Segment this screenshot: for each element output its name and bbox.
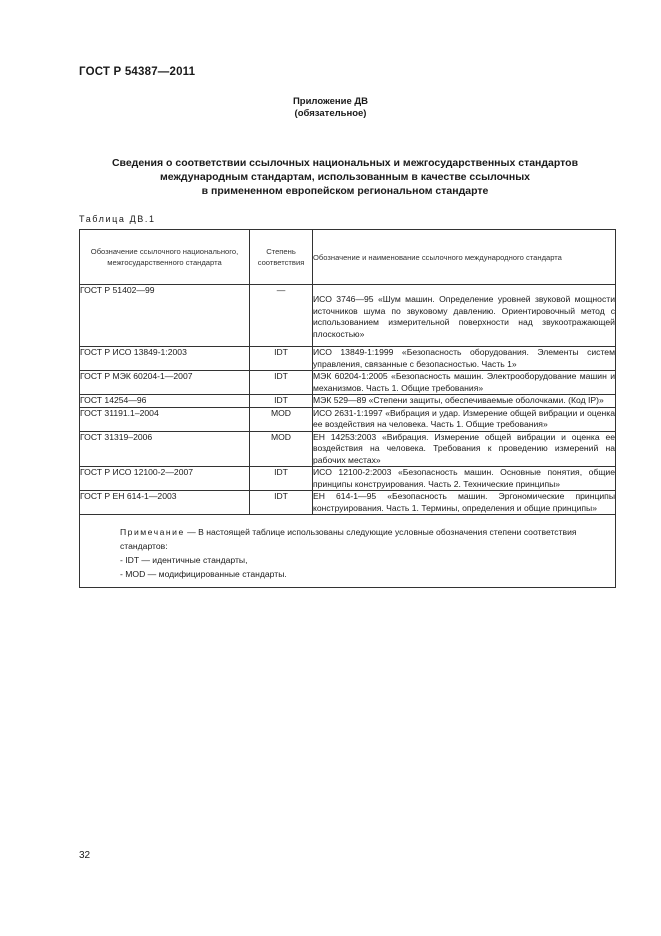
cell-degree: — [250,285,313,347]
table-row [80,491,616,515]
cell-national: ГОСТ Р ЕН 614-1—2003 [80,491,250,515]
cell-degree: IDT [250,395,313,408]
heading-line-1: Сведения о соответствии ссылочных национальных и межгосударственных стандартов [111,157,579,169]
appendix-title: Приложение ДВ [292,96,369,107]
section-heading [80,156,610,198]
cell-national: ГОСТ Р ИСО 12100-2—2007 [80,467,250,491]
table-header-row [80,230,616,285]
heading-line-2: международным стандартам, использованным в качестве ссылочных [159,171,530,183]
cell-international: ИСО 13849-1:1999 «Безопасность оборудования. Элементы систем управления, связанные с безопасностью. Часть 1» [313,347,615,369]
correspondence-table [79,229,616,588]
table-row [80,467,616,491]
cell-international: ИСО 3746—95 «Шум машин. Определение уровней звуковой мощности источников шума по звуковому давлению. Ориентировочный метод с использованием измерительной поверхности над звукоотражающей плоскостью» [313,285,616,347]
cell-international: МЭК 529—89 «Степени защиты, обеспечиваемые оболочками. (Код IP)» [313,395,616,408]
table-note-row [80,515,616,588]
cell-international: ЕН 614-1—95 «Безопасность машин. Эргономические принципы конструирования. Часть 1. Термины, определения и общие принципы» [313,491,615,513]
cell-degree: IDT [250,347,313,371]
cell-degree: MOD [250,431,313,467]
header-international: Обозначение и наименование ссылочного международного стандарта [313,230,616,285]
cell-national: ГОСТ 31319–2006 [80,431,250,467]
table-note [80,515,616,588]
note-text: — В настоящей таблице использованы следующие условные обозначения степени соответствия стандартов: [120,527,577,551]
table-row [80,407,616,431]
cell-national: ГОСТ Р ИСО 13849-1:2003 [80,347,250,371]
note-item-idt: - IDT — идентичные стандарты, [120,555,248,565]
table-row [80,371,616,395]
table-row [80,395,616,408]
document-code: ГОСТ Р 54387—2011 [79,66,196,78]
page-number: 32 [79,850,91,861]
cell-degree: MOD [250,407,313,431]
table-label: Таблица ДВ.1 [79,214,156,224]
cell-national: ГОСТ 14254—96 [80,395,250,408]
cell-degree: IDT [250,491,313,515]
table-row [80,347,616,371]
table-row [80,431,616,467]
cell-international: МЭК 60204-1:2005 «Безопасность машин. Электрооборудование машин и механизмов. Часть 1. Общие требования» [313,371,615,393]
cell-national: ГОСТ Р 51402—99 [80,285,250,347]
header-degree: Степень соответствия [250,230,313,285]
appendix-subtitle: (обязательное) [294,108,367,119]
header-national: Обозначение ссылочного национального, межгосударственного стандарта [80,230,250,285]
cell-international: ИСО 12100-2:2003 «Безопасность машин. Основные понятия, общие принципы конструирования. Часть 2. Технические принципы» [313,467,615,489]
cell-national: ГОСТ Р МЭК 60204-1—2007 [80,371,250,395]
note-item-mod: - MOD — модифицированные стандарты. [120,569,287,579]
table-row [80,285,616,347]
cell-degree: IDT [250,467,313,491]
cell-national: ГОСТ 31191.1–2004 [80,407,250,431]
note-label: Примечание [120,527,185,537]
cell-international: ЕН 14253:2003 «Вибрация. Измерение общей вибрации и оценка ее воздействия на человека. Требования к проведению измерений на рабочих местах» [313,431,615,465]
cell-degree: IDT [250,371,313,395]
cell-international: ИСО 2631-1:1997 «Вибрация и удар. Измерение общей вибрации и оценка ее воздействия на человека. Часть 1. Общие требования» [313,407,615,429]
heading-line-3: в примененном европейском региональном стандарте [201,185,489,197]
